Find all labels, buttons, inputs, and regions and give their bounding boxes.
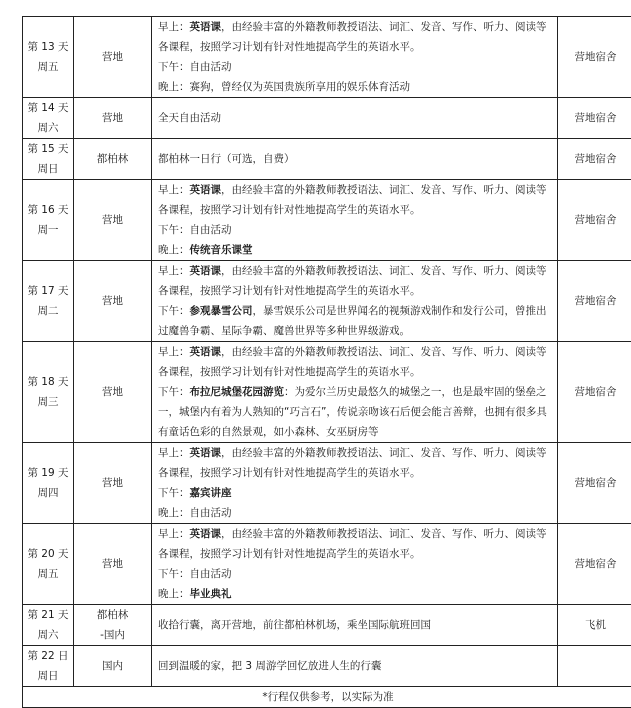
plan-line: [158, 402, 553, 422]
plan-highlight: 布拉尼城堡花园游览: [190, 386, 285, 398]
plan-text: ，由经验丰富的外籍教师教授语法、词汇、发音、写作、听力、阅读等: [221, 265, 547, 277]
day-number: 第 15 天: [23, 139, 73, 159]
accommodation-cell: [558, 646, 631, 687]
plan-line: [158, 382, 553, 402]
plan-text: 各课程，按照学习计划有针对性地提高学生的英语水平。: [158, 366, 421, 378]
itinerary-row: [23, 646, 631, 687]
plan-text: 都柏林一日行（可选，自费）: [158, 153, 295, 165]
day-cell: [23, 646, 74, 687]
plan-text: 早上：: [158, 447, 190, 459]
plan-text: 下午：自由活动: [158, 568, 232, 580]
plan-line: [158, 321, 553, 341]
place-text: 国内: [74, 656, 151, 676]
plan-highlight: 参观暴雪公司: [190, 305, 253, 317]
weekday: 周一: [23, 220, 73, 240]
accommodation-cell: 营地宿舍: [558, 180, 631, 261]
weekday: 周日: [23, 159, 73, 179]
day-cell: [23, 261, 74, 342]
plan-line: [158, 615, 553, 635]
plan-text: 全天自由活动: [158, 112, 221, 124]
itinerary-row: [23, 261, 631, 342]
place-text: 营地: [74, 47, 151, 67]
itinerary-row: [23, 180, 631, 261]
accommodation-cell: 营地宿舍: [558, 443, 631, 524]
day-number: 第 22 日: [23, 646, 73, 666]
plan-text: 各课程，按照学习计划有针对性地提高学生的英语水平。: [158, 204, 421, 216]
plan-line: [158, 240, 553, 260]
plan-text: 下午：自由活动: [158, 224, 232, 236]
plan-text: 各课程，按照学习计划有针对性地提高学生的英语水平。: [158, 285, 421, 297]
plan-text: ，由经验丰富的外籍教师教授语法、词汇、发音、写作、听力、阅读等: [221, 528, 547, 540]
plan-text: 各课程，按照学习计划有针对性地提高学生的英语水平。: [158, 548, 421, 560]
plan-text: ，由经验丰富的外籍教师教授语法、词汇、发音、写作、听力、阅读等: [221, 346, 547, 358]
plan-line: [158, 544, 553, 564]
plan-line: [158, 37, 553, 57]
accommodation-cell: 营地宿舍: [558, 261, 631, 342]
plan-text: 下午：: [158, 305, 190, 317]
plan-text: 早上：: [158, 265, 190, 277]
plan-text: 一，城堡内有着为人熟知的“巧言石”，传说亲吻该石后便会能言善辩，也拥有很多具: [158, 406, 547, 418]
plan-line: [158, 463, 553, 483]
plan-line: [158, 200, 553, 220]
place-text: -国内: [74, 625, 151, 645]
place-text: 营地: [74, 473, 151, 493]
plan-line: [158, 564, 553, 584]
plan-text: 早上：: [158, 528, 190, 540]
plan-text: ：为爱尔兰历史最悠久的城堡之一，也是最牢固的堡垒之: [284, 386, 547, 398]
accommodation-cell: 营地宿舍: [558, 342, 631, 443]
plan-text: 早上：: [158, 184, 190, 196]
accommodation-cell: 营地宿舍: [558, 98, 631, 139]
itinerary-row: [23, 139, 631, 180]
plan-text: 晚上：: [158, 588, 190, 600]
itinerary-body: [23, 17, 631, 687]
weekday: 周六: [23, 625, 73, 645]
itinerary-table: [22, 16, 631, 708]
place-text: 都柏林: [74, 149, 151, 169]
plan-cell: [152, 139, 558, 180]
plan-line: [158, 77, 553, 97]
itinerary-row: [23, 443, 631, 524]
plan-line: [158, 180, 553, 200]
plan-text: 早上：: [158, 346, 190, 358]
plan-highlight: 嘉宾讲座: [190, 487, 232, 499]
day-cell: [23, 342, 74, 443]
plan-line: [158, 149, 553, 169]
plan-text: 下午：: [158, 487, 190, 499]
plan-text: 有童话色彩的自然景观，如小森林、女巫厨房等: [158, 426, 379, 438]
day-cell: [23, 443, 74, 524]
accommodation-cell: 营地宿舍: [558, 139, 631, 180]
plan-highlight: 传统音乐课堂: [190, 244, 253, 256]
plan-text: ，暴雪娱乐公司是世界闻名的视频游戏制作和发行公司，曾推出: [253, 305, 547, 317]
accommodation-cell: 营地宿舍: [558, 17, 631, 98]
place-cell: [74, 139, 152, 180]
plan-cell: [152, 524, 558, 605]
plan-highlight: 英语课: [190, 447, 222, 459]
plan-text: 收拾行囊，离开营地，前往都柏林机场，乘坐国际航班回国: [158, 619, 431, 631]
day-cell: [23, 17, 74, 98]
place-cell: [74, 443, 152, 524]
plan-highlight: 英语课: [190, 265, 222, 277]
plan-line: [158, 57, 553, 77]
itinerary-row: [23, 98, 631, 139]
plan-line: [158, 362, 553, 382]
plan-text: ，由经验丰富的外籍教师教授语法、词汇、发音、写作、听力、阅读等: [221, 447, 547, 459]
weekday: 周六: [23, 118, 73, 138]
day-number: 第 16 天: [23, 200, 73, 220]
plan-highlight: 毕业典礼: [190, 588, 232, 600]
place-cell: [74, 98, 152, 139]
accommodation-cell: 营地宿舍: [558, 524, 631, 605]
place-text: 营地: [74, 554, 151, 574]
itinerary-row: [23, 17, 631, 98]
day-number: 第 13 天: [23, 37, 73, 57]
place-text: 营地: [74, 210, 151, 230]
plan-line: [158, 483, 553, 503]
plan-highlight: 英语课: [190, 528, 222, 540]
place-cell: [74, 17, 152, 98]
plan-line: [158, 17, 553, 37]
weekday: 周五: [23, 564, 73, 584]
plan-line: [158, 261, 553, 281]
day-number: 第 20 天: [23, 544, 73, 564]
plan-text: 早上：: [158, 21, 190, 33]
plan-cell: [152, 261, 558, 342]
place-cell: [74, 180, 152, 261]
footer-row: [23, 687, 631, 708]
plan-line: [158, 108, 553, 128]
day-number: 第 19 天: [23, 463, 73, 483]
day-cell: [23, 139, 74, 180]
plan-text: 晚上：: [158, 244, 190, 256]
plan-cell: [152, 605, 558, 646]
plan-cell: [152, 17, 558, 98]
plan-text: 各课程，按照学习计划有针对性地提高学生的英语水平。: [158, 467, 421, 479]
place-text: 营地: [74, 108, 151, 128]
day-cell: [23, 524, 74, 605]
plan-line: [158, 281, 553, 301]
plan-line: [158, 443, 553, 463]
plan-cell: [152, 180, 558, 261]
place-cell: [74, 605, 152, 646]
itinerary-row: [23, 524, 631, 605]
weekday: 周日: [23, 666, 73, 686]
place-text: 营地: [74, 291, 151, 311]
weekday: 周四: [23, 483, 73, 503]
place-text: 营地: [74, 382, 151, 402]
plan-cell: [152, 646, 558, 687]
footer-note: *行程仅供参考，以实际为准: [23, 687, 631, 708]
plan-text: 各课程，按照学习计划有针对性地提高学生的英语水平。: [158, 41, 421, 53]
plan-cell: [152, 98, 558, 139]
plan-line: [158, 220, 553, 240]
plan-text: 回到温暖的家，把 3 周游学回忆放进人生的行囊: [158, 660, 381, 672]
place-cell: [74, 524, 152, 605]
place-cell: [74, 261, 152, 342]
day-number: 第 18 天: [23, 372, 73, 392]
weekday: 周二: [23, 301, 73, 321]
plan-line: [158, 656, 553, 676]
plan-text: 过魔兽争霸、星际争霸、魔兽世界等多种世界级游戏。: [158, 325, 410, 337]
weekday: 周三: [23, 392, 73, 412]
plan-highlight: 英语课: [190, 21, 222, 33]
plan-text: 下午：自由活动: [158, 61, 232, 73]
plan-cell: [152, 342, 558, 443]
plan-line: [158, 524, 553, 544]
plan-line: [158, 503, 553, 523]
plan-line: [158, 584, 553, 604]
plan-text: ，由经验丰富的外籍教师教授语法、词汇、发音、写作、听力、阅读等: [221, 21, 547, 33]
plan-text: 下午：: [158, 386, 190, 398]
plan-cell: [152, 443, 558, 524]
plan-text: 晚上：自由活动: [158, 507, 232, 519]
day-cell: [23, 180, 74, 261]
itinerary-row: [23, 605, 631, 646]
day-number: 第 14 天: [23, 98, 73, 118]
place-cell: [74, 646, 152, 687]
day-cell: [23, 605, 74, 646]
plan-highlight: 英语课: [190, 184, 222, 196]
place-text: 都柏林: [74, 605, 151, 625]
place-cell: [74, 342, 152, 443]
plan-line: [158, 301, 553, 321]
day-number: 第 17 天: [23, 281, 73, 301]
plan-text: ，由经验丰富的外籍教师教授语法、词汇、发音、写作、听力、阅读等: [221, 184, 547, 196]
plan-line: [158, 342, 553, 362]
itinerary-row: [23, 342, 631, 443]
day-number: 第 21 天: [23, 605, 73, 625]
accommodation-cell: 飞机: [558, 605, 631, 646]
day-cell: [23, 98, 74, 139]
plan-highlight: 英语课: [190, 346, 222, 358]
plan-line: [158, 422, 553, 442]
weekday: 周五: [23, 57, 73, 77]
plan-text: 晚上：赛狗，曾经仅为英国贵族所享用的娱乐体育活动: [158, 81, 410, 93]
